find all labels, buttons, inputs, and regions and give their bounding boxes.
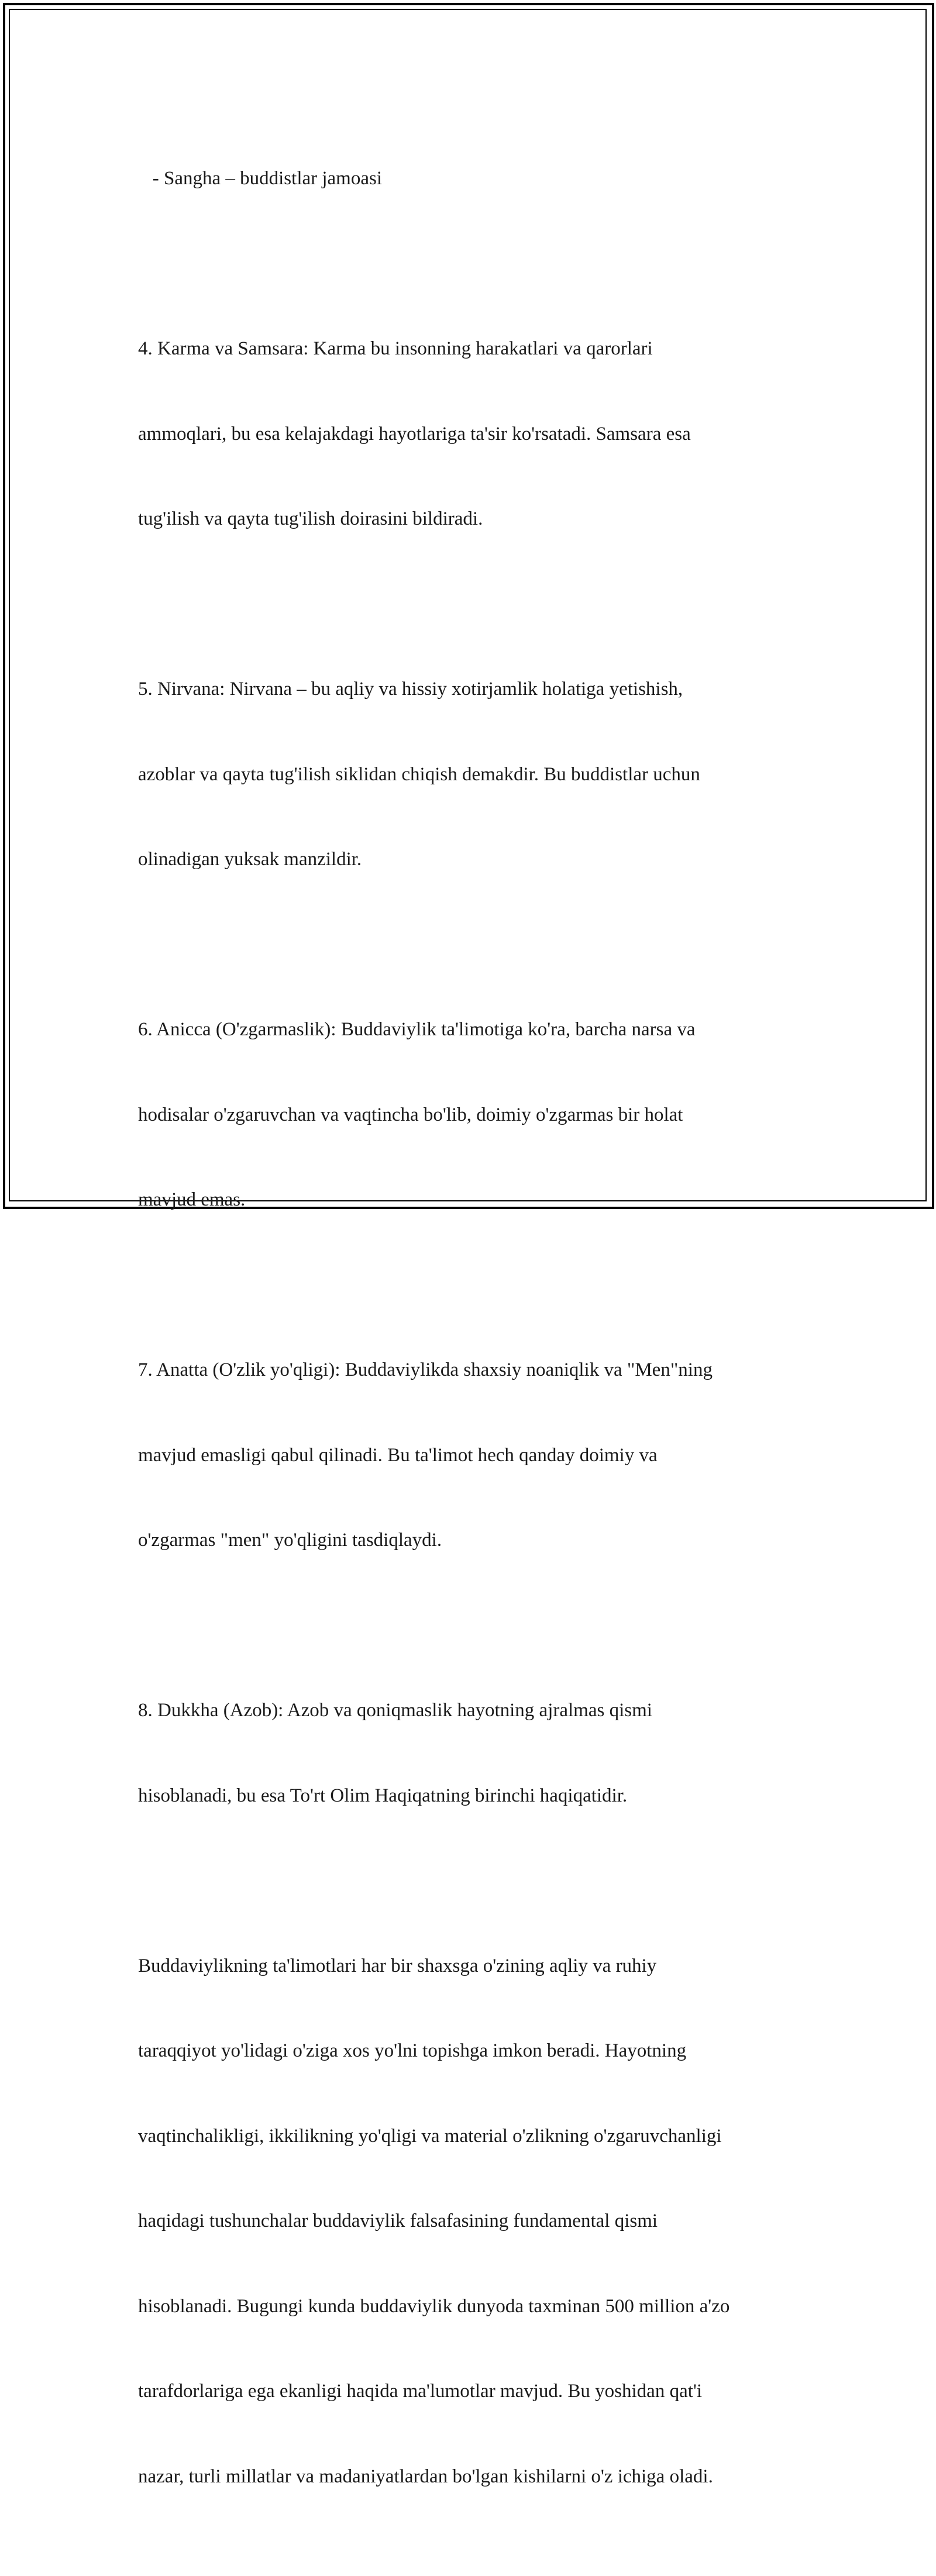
document-body [138,108,805,2576]
text-line: 8. Dukkha (Azob): Azob va qoniqmaslik hayotning ajralmas qismi [138,1700,652,1721]
text-line: hisoblanadi, bu esa To'rt Olim Haqiqatning birinchi haqiqatidir. [138,1785,628,1806]
text-line: vaqtinchalikligi, ikkilikning yo'qligi va material o'zlikning o'zgaruvchanligi [138,2125,722,2147]
paragraph-dukkha [138,1640,805,1866]
paragraph-conclusion [138,1895,805,2548]
text-line: azoblar va qayta tug'ilish siklidan chiqish demakdir. Bu buddistlar uchun [138,763,700,785]
text-line: nazar, turli millatlar va madaniyatlardan bo'lgan kishilarni o'z ichiga oladi. [138,2465,713,2487]
text-line: olinadigan yuksak manzildir. [138,849,362,870]
text-line: 6. Anicca (O'zgarmaslik): Buddaviylik ta'limotiga ko'ra, barcha narsa va [138,1019,696,1040]
text-line: haqidagi tushunchalar buddaviylik falsafasining fundamental qismi [138,2210,658,2231]
text-line: ammoqlari, bu esa kelajakdagi hayotlariga ta'sir ko'rsatadi. Samsara esa [138,423,691,445]
text-line: o'zgarmas "men" yo'qligini tasdiqlaydi. [138,1530,442,1551]
text-line: 4. Karma va Samsara: Karma bu insonning harakatlari va qarorlari [138,338,653,359]
text-line: - Sangha – buddistlar jamoasi [138,168,383,189]
text-line: 5. Nirvana: Nirvana – bu aqliy va hissiy xotirjamlik holatiga yetishish, [138,679,683,700]
text-line: taraqqiyot yo'lidagi o'ziga xos yo'lni topishga imkon beradi. Hayotning [138,2040,687,2061]
text-line: tarafdorlariga ega ekanligi haqida ma'lumotlar mavjud. Bu yoshidan qat'i [138,2381,703,2402]
text-line: 7. Anatta (O'zlik yo'qligi): Buddaviylikda shaxsiy noaniqlik va "Men"ning [138,1359,713,1380]
text-line: hodisalar o'zgaruvchan va vaqtincha bo'lib, doimiy o'zgarmas bir holat [138,1104,683,1125]
paragraph-sangha [138,108,805,250]
text-line: Buddaviylikning ta'limotlari har bir shaxsga o'zining aqliy va ruhiy [138,1955,657,1976]
text-line: tug'ilish va qayta tug'ilish doirasini bildiradi. [138,508,483,529]
paragraph-karma-samsara [138,278,805,590]
paragraph-anicca [138,959,805,1271]
paragraph-anatta [138,1299,805,1611]
text-line: mavjud emas. [138,1189,246,1210]
text-line: hisoblanadi. Bugungi kunda buddaviylik dunyoda taxminan 500 million a'zo [138,2295,730,2317]
text-line: mavjud emasligi qabul qilinadi. Bu ta'limot hech qanday doimiy va [138,1444,658,1466]
paragraph-nirvana [138,618,805,931]
